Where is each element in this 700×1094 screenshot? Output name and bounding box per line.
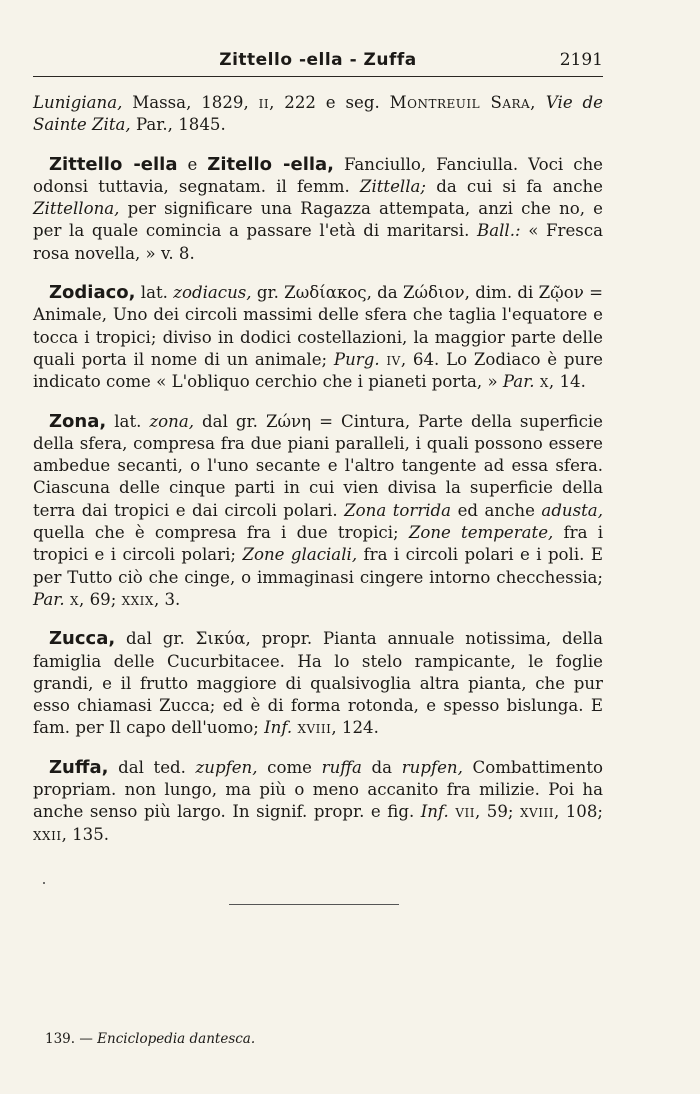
header-rule (33, 76, 603, 77)
entry-text: , 14. (548, 372, 586, 392)
italic-text: Par. (502, 372, 535, 392)
italic-text: adusta, (541, 500, 603, 520)
italic-text: Ball.: (477, 221, 521, 241)
entry-text: « Fresca rosa novella, » v. 8. (33, 221, 604, 263)
signature-footer (45, 1031, 255, 1047)
entry-zona (33, 411, 603, 612)
entry-text (536, 93, 546, 112)
italic-text: Zona torrida (344, 500, 452, 520)
small-caps-text: xviii (297, 718, 332, 738)
small-caps-text: xxii (33, 824, 62, 844)
italic-text: Lunigiana, (33, 93, 123, 112)
small-caps-text: x (539, 372, 549, 392)
italic-text: Inf. (264, 718, 293, 738)
small-caps-text: xviii (520, 802, 554, 822)
entry-text: lat. (106, 411, 150, 431)
small-caps-text: vii (455, 802, 475, 822)
headword: Zona, (49, 410, 107, 432)
print-speck (43, 882, 45, 884)
end-divider (229, 904, 399, 905)
italic-text: Par. (33, 589, 65, 609)
entry-zodiaco (33, 282, 603, 393)
italic-text: Zittella; (359, 176, 427, 196)
italic-text: zupfen, (195, 757, 258, 777)
entry-text: dal ted. (108, 757, 196, 777)
headword: Zucca, (49, 628, 116, 650)
small-caps-text: iv (386, 349, 401, 369)
entry-text: come (257, 757, 322, 777)
footer-work-title: Enciclopedia dantesca. (97, 1031, 256, 1047)
running-head-title: Zittello -ella - Zuffa (219, 50, 417, 70)
entry-text: Massa, 1829, (122, 93, 259, 112)
entry-text: gr. Ζωδίακος, da Ζώδιον, dim. di Ζῷον = Animale, Uno dei circoli massimi delle sfera che taglia l'equatore e tocca i tropici; diviso in dodici costellazioni, la maggior parte delle quali porta il nome di un animale; (33, 283, 603, 369)
entry-text: lat. (135, 283, 174, 303)
italic-text: zona, (149, 411, 195, 431)
entry-text: dal gr. Ζώνη = Cintura, Parte della superficie della sfera, compresa fra due piani paralleli, i quali possono essere ambedue secanti, o l'uno secante e l'altro tangente ad essa sfera. Ciascuna delle cinque parti in cui vien divisa la superficie della terra dai tropici e dai circoli polari. (33, 411, 603, 520)
italic-text: zodiacus, (173, 283, 252, 303)
entry-text: e (177, 154, 208, 174)
entry-text: , 108; (553, 802, 603, 822)
entry-text: da (361, 757, 402, 777)
italic-text: rupfen, (401, 757, 463, 777)
small-caps-text: ii (258, 93, 270, 112)
headword: Zodiaco, (49, 282, 136, 304)
entry-zucca (33, 628, 603, 739)
italic-text: Zone glaciali, (242, 545, 358, 565)
entry-text: , 124. (331, 718, 379, 738)
page-number: 2191 (559, 50, 603, 70)
dictionary-entries (33, 92, 603, 863)
entry-text: da cui si fa anche (426, 176, 603, 196)
entry-text: Par., 1845. (130, 115, 226, 135)
entry-text: , 222 e seg. (269, 93, 390, 112)
entry-text: , 69; (79, 589, 122, 609)
headword: Zuffa, (49, 756, 109, 778)
small-caps-text: x (69, 589, 80, 609)
entry-text: per significare una Ragazza attempata, anzi che no, e per la quale comincia a passare l'età di maritarsi. (33, 199, 603, 241)
headword: Zittello -ella (49, 153, 178, 175)
entry-text: , 135. (61, 824, 110, 844)
entry-text: fra i circoli polari e i poli. E per Tutto ciò che cinge, o immaginasi cingere intorno checchessia; (33, 545, 603, 587)
italic-text: Zittellona, (33, 199, 120, 219)
entry-text: Fanciullo, Fanciulla. Voci che odonsi tuttavia, segnatam. il femm. (33, 154, 604, 196)
entry-text: quella che è compresa fra i due tropici; (33, 523, 409, 543)
headword: Zitello -ella, (207, 153, 335, 175)
entry-text: , 59; (474, 802, 520, 822)
entry-text: , 64. Lo Zodiaco è pure indicato come « L'obliquo cerchio che i pianeti porta, » (33, 349, 603, 392)
italic-text: Purg. (333, 349, 380, 369)
small-caps-text: Montreuil Sara, (389, 93, 536, 112)
italic-text: ruffa (321, 757, 362, 777)
entry-text: ed anche (451, 500, 542, 520)
signature-mark: 139. (45, 1031, 76, 1047)
entry-text: , 3. (153, 589, 181, 609)
running-header (33, 46, 603, 76)
italic-text: Vie de Sainte Zita, (33, 93, 603, 135)
entry-zuffa (33, 757, 603, 846)
entry-text: dal gr. Σικύα, propr. Pianta annuale notissima, della famiglia delle Cucurbitacee. Ha lo stelo rampicante, le foglie grandi, e il frutto maggiore di qualsivoglia altra pianta, che pur esso chiamasi Zucca; ed è di forma rotonda, e spesso bislunga. E fam. per Il capo dell'uomo; (33, 629, 603, 738)
italic-text: Inf. (420, 802, 449, 822)
footer-dash: — (75, 1031, 98, 1047)
entry-text: fra i tropici e i circoli polari; (33, 523, 604, 565)
entry-text: Combattimento propriam. non lungo, ma più o meno accanito fra milizie. Poi ha anche senso più largo. In signif. propr. e fig. (33, 757, 603, 822)
entry-lunigiana-continuation (33, 92, 603, 137)
italic-text: Zone temperate, (408, 523, 554, 543)
small-caps-text: xxix (121, 589, 154, 609)
entry-zittello (33, 154, 603, 265)
